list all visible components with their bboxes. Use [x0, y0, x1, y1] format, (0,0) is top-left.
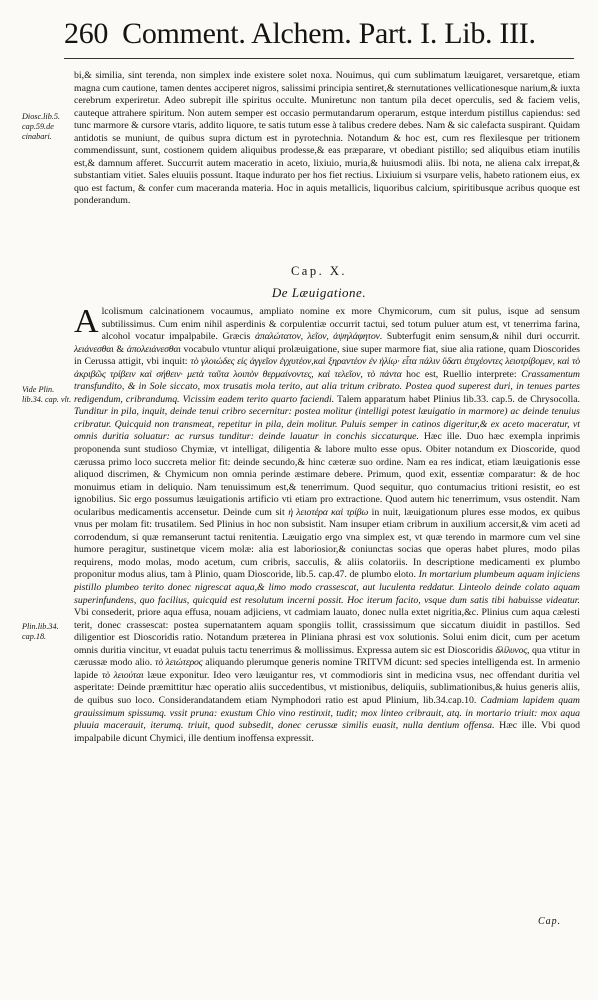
running-header — [64, 14, 584, 54]
greek-phrase: τὸ λειώτερος — [155, 657, 203, 669]
top-paragraph — [74, 70, 580, 208]
text-run: Hæc ille. Duo hæc exempla inprimis proponenda sunt studioso Chymiæ, vt intelligat, diligentia & labore multo esse opus. Obiter notandum ex Dioscoride, quod cærussa primo loco succreta melior fit: deinde secundo,& hinc cæteræ suo ordine. Nam ea res indicat, etiam læuigationis esse aliquod discrimen, & Chymicum non omnia perinde æstimare debere. Primum, quod exit, essentiæ comparatur: & de hoc monuimus etiam in deliquio. Nam tenuissimum est,& tenerrimum. Quod sequitur, quo contumacius tritioni resistit, eo est ignobilius. Sic ergo possumus læuigationis artificio vti etiam pro extractione. Quod autem hic tenerrimum, vsus ostendit. Nam ocularibus medicamentis accensetur. Deinde cum sit — [74, 431, 580, 518]
page-number: 260 — [64, 17, 109, 50]
text-run: Hæc ille. Vbi quod impalpabile dicunt Chymici, ille dentium inoffensa expressit. — [74, 720, 580, 744]
chapter-label: Cap. X. — [290, 264, 348, 278]
text-run: in nuit, læuigationum plures esse modos, ex quibus vnus per molam fit: trusatilem. Sed Plinius in hoc non subsistit. Nam insuper etiam cribrum in auxilium accersit,& vim aceti ad corrodendum, si quæ remanserunt tactui renitentia. Læuigatio ergo vna simplex est, vt quæ terendo in marmore cum vel sine humore peragitur, sustinetque vicem molæ: alia est laboriosior,& coniunctas socias que operas habet plures, modo pilas requirens, modo molas, modo acetum, cum cribris, sacculis, & aliis colatoriis. In descriptione medicamenti ex plumbo proponitur modus alius, tam à Plinio, quam Dioscoride, lib.5. cap.47. de plumbo eloto. — [74, 506, 581, 581]
laevigatio-paragraph — [74, 303, 581, 745]
greek-phrase: δλίλυνος — [495, 644, 528, 656]
text-run: Vbi consederit, priore aqua effusa, nouam adjiciens, vt cadmiam lauato, donec nulla extet nigritia,&c. Plinius cum aqua cælesti terit, donec crassescat: postea supernatantem aquam spongiis tollit, crassissimum que siccatum diuidit in pastillos. Sed diligentior est Dioscoridis ratio. Notandum præterea in Pliniana phrasi est vox solutionis. Solui enim dicit, cum per acetum omnis duritia vincitur, vt euadat puluis tactu tenerrimus & mollissimus. Expressa autem sic est Dioscoridis — [74, 607, 580, 656]
quotation: In mortarium plumbeum aquam injiciens pistillo plumbeo terito donec nigrescat aqua,& limo modo crassescat, aut luculenta reddatur. — [74, 569, 580, 594]
margin-note-dioscorides: Diosc.lib.5. cap.59.de cinabari. — [22, 112, 60, 141]
greek-phrase: λειάνεσθαι — [74, 343, 114, 355]
text-run: aliquando plerumque generis nomine TRITVM dicunt: sed species intelligenda est. In armenio lapide — [74, 657, 580, 681]
margin-note-plinius-vlt: Vide Plin. lib.34. cap. vlt. — [22, 385, 72, 404]
top-paragraph-text: bi,& similia, sint terenda, non simplex inde existere solet noxa. Nouimus, qui cum sublimatum læuigaret, versaretque, etiam magna cum cautione, tamen dentes acciperet nigros, salissimi principia sentiret,& sternutationes vellicationesque narium,& iuxta cerebrum experiretur. Adeo subrepit ille spiritus occulte. Muniretunc non tantum pila decet operculis, sed & faciem velis, cauteque attrahere spiritum. Non autem semper est occasio permutandarum operarum, estque interdum pistillus capiendus: sed tunc marmore & cursore vtaris, addito liquore, te satis tutum esse à talibus credere debes. Nam & sic calefacta suspirant. Quidam antidotis se muniunt, de quibus supra dictum est in pyrotechnia. Notandum & hoc est, cum res flexilesque per tritionem commendissunt, sunt, costionem quidem aliquibus prodesse,& eas præparare, vt obediant pistillo; sed aliquibus etiam inutilis est,& damnum afferet. Succurrit autem maceratio in aceto, lixiuio, muria,& huiusmodi aliis. Ibi nota, ne aliena calx irrepat,& substantiam vitiet. Sales eluuiis possunt. Itaque indurato per hos fiet rectius. Lixiuium si vsurpare velis, habeto rationem eius, ex quo est factum, & confer cum maceranda materia. Hoc in aquis metallicis, liquoribus calcium, spiritibusque acribus quoque est ponderandum. — [74, 70, 581, 207]
margin-note-plinius-18: Plin.lib.34. cap.18. — [22, 622, 59, 641]
header-rule — [64, 58, 574, 59]
text-run: & — [113, 343, 127, 355]
laevigatio-paragraph-text — [74, 303, 581, 745]
catchword: Cap. — [538, 916, 562, 927]
text-run: . Subterfugit enim sensum,& nihil duri occurrit. — [379, 331, 580, 343]
text-run: læue exponitur. Ideo vero læuigantur res, vt commodioris sint in medicina vsus, nec offendant duritia vel asperitate: Deinde præmittitur hæc operatio aliis succedentibus, vt mistionibus, deliquiis, sublimationibus,& huius generis aliis, de quibus suo loco. Considerandatandem etiam Nymphodori ratio est apud Plinium, lib.34.cap.10. — [74, 669, 580, 706]
greek-phrase: ἀπαλώτατον, λεῖον, ἀψηλάφητον — [254, 331, 380, 343]
dropcap: A — [74, 303, 99, 340]
quotation: Tunditur in pila, inquit, deinde tenui cribro secernitur: postea molitur (intelligi potest læuigatio in marmore) ac deinde tenuius cribratur. Quicquid non transmeat, repetitur in pila, dein molitur. Puluis semper in catinos digeritur,& ex aceto maceratur, vt omnis duritia soluatur: ac rursus tunditur: deinde lauatur in conchis siccaturque. — [74, 406, 580, 443]
greek-phrase: τὸ λειούται — [101, 669, 144, 681]
quotation: Cadmiam lapidem quam grauissimum spissumq. vssit pruna: exustum Chio vino restinxit, tudit; mox linteo cribrauit, atq. in mortario triuit: mox aqua pluuia macerauit, iterumq. triuit, quod subsedit, donec cerussæ similis euasit, nulla dentium offensa. — [74, 694, 580, 732]
greek-phrase: ἀπολειάνεσθαι — [126, 343, 181, 355]
quotation: Linteolo deinde colato aquam superinfundens, quo facilius, quicquid est resolutum incerni possit. Hoc iterum facito, vsque dum satis tibi habuisse videatur. — [74, 582, 580, 606]
text-run: hoc est, Ruellio interprete: — [401, 368, 522, 380]
chapter-title: De Læuigatione. — [271, 285, 367, 300]
greek-phrase: ἡ λειοτέρα καὶ τρίβω — [288, 506, 369, 518]
text-run: vocabulo vtuntur aliqui prolæuigatione, siue super marmore fiat, siue alia ratione, quam Dioscorides in Cerussa attigit, vbi inquit: — [74, 343, 580, 368]
greek-phrase: τὸ γλοιώδες εἰς ἀγγεῖον ἐγχυτέον,καὶ ξηραντέον ἐν ἡλίῳ· εἶτα πάλιν ὕδατι ἐπιχέοντες λειοτρίβομεν, καὶ τὸ ἀκριβῶς τρίβειν καὶ σήθειν· μετὰ ταῦτα λοιπὸν θερμαίνοντες, καὶ τελεῖον, τὸ πάντα — [74, 356, 580, 380]
quotation: Crassamentum transfundito, & in Sole siccato, mox trusatis mola terito, aut alia tritum cribrato. Postea quod superest duri, in tenues partes redigendum, cribrandumq. Vicissim eadem terito quarto faciendi. — [74, 368, 580, 405]
text-run: , qua vtitur in cærussæ modo alio. — [74, 644, 580, 669]
text-run: lcolismum calcinationem vocaumus, ampliato nomine ex more Chymicorum, cum sit pulus, isque ad sensum subtilissimus. Cum enim nihil asperdinis & corpulentiæ occurrit tactui, sed totum puluer atum est, vt tenerrima farina, alcohol vocatur impalpabile. Græcis — [101, 306, 580, 343]
text-run: Talem apparatum habet Plinius lib.33. cap.5. de Chrysocolla. — [334, 393, 580, 405]
running-title: Comment. Alchem. Part. I. Lib. III. — [122, 17, 536, 50]
